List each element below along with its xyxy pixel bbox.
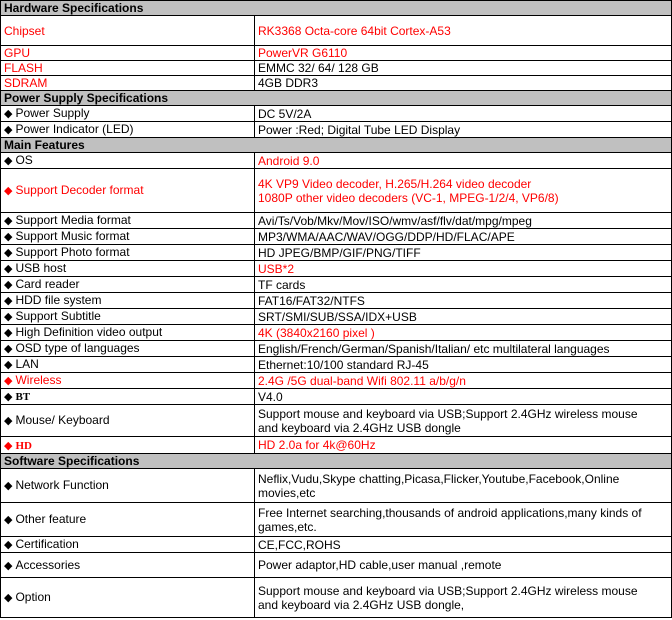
spec-value-mouse-keyboard — [255, 405, 672, 437]
spec-value-hd-output: 4K (3840x2160 pixel ) — [255, 325, 672, 341]
spec-value-bt: V4.0 — [255, 389, 672, 405]
value-line: Neflix,Vudu,Skype chatting,Picasa,Flicker,Youtube,Facebook,Online — [258, 471, 620, 486]
label-text: High Definition video output — [15, 325, 163, 339]
label-text: BT — [15, 391, 31, 403]
section-power-header: Power Supply Specifications — [1, 91, 672, 106]
diamond-bullet-icon: ◆ — [4, 359, 13, 371]
label-text: Support Music format — [15, 229, 130, 243]
diamond-bullet-icon: ◆ — [4, 439, 13, 452]
spec-label-photo-format — [1, 245, 255, 261]
spec-value-photo-format: HD JPEG/BMP/GIF/PNG/TIFF — [255, 245, 672, 261]
spec-value-power-supply: DC 5V/2A — [255, 106, 672, 122]
spec-label-certification — [1, 537, 255, 553]
value-line: Support mouse and keyboard via USB;Support 2.4GHz wireless mouse — [258, 583, 638, 598]
diamond-bullet-icon: ◆ — [4, 247, 13, 259]
label-text: Support Subtitle — [15, 309, 101, 323]
spec-value-power-indicator: Power :Red; Digital Tube LED Display — [255, 122, 672, 138]
spec-value-osd-languages: English/French/German/Spanish/Italian/ etc multilateral languages — [255, 341, 672, 357]
spec-value-music-format: MP3/WMA/AAC/WAV/OGG/DDP/HD/FLAC/APE — [255, 229, 672, 245]
spec-value-media-format: Avi/Ts/Vob/Mkv/Mov/ISO/wmv/asf/flv/dat/mpg/mpeg — [255, 213, 672, 229]
diamond-bullet-icon: ◆ — [4, 124, 13, 136]
spec-value-hd: HD 2.0a for 4k@60Hz — [255, 437, 672, 454]
diamond-bullet-icon: ◆ — [4, 415, 13, 427]
label-text: LAN — [15, 357, 39, 371]
spec-label-subtitle — [1, 309, 255, 325]
spec-label-wireless — [1, 373, 255, 389]
value-line: 1080P other video decoders (VC-1, MPEG-1/2/4, VP6/8) — [258, 190, 559, 205]
diamond-bullet-icon: ◆ — [4, 295, 13, 307]
section-hardware-header: Hardware Specifications — [1, 1, 672, 16]
value-line: and keyboard via 2.4GHz USB dongle — [258, 420, 461, 435]
spec-label-network-function — [1, 469, 255, 503]
label-text: Power Supply — [15, 106, 90, 120]
label-text: Certification — [15, 537, 79, 551]
label-text: Support Media format — [15, 213, 131, 227]
spec-value-card-reader: TF cards — [255, 277, 672, 293]
spec-value-option — [255, 578, 672, 618]
label-text: OS — [15, 153, 33, 167]
diamond-bullet-icon: ◆ — [4, 215, 13, 227]
spec-label-decoder — [1, 169, 255, 213]
label-text: USB host — [15, 261, 67, 275]
diamond-bullet-icon: ◆ — [4, 539, 13, 551]
spec-label-usb-host — [1, 261, 255, 277]
spec-value-other-feature — [255, 503, 672, 537]
label-text: Support Decoder format — [15, 183, 144, 197]
spec-label-hdd — [1, 293, 255, 309]
diamond-bullet-icon: ◆ — [4, 327, 13, 339]
spec-label-option — [1, 578, 255, 618]
spec-label-other-feature — [1, 503, 255, 537]
diamond-bullet-icon: ◆ — [4, 263, 13, 275]
spec-value-accessories: Power adaptor,HD cable,user manual ,remote — [255, 553, 672, 578]
diamond-bullet-icon: ◆ — [4, 375, 13, 387]
label-text: Mouse/ Keyboard — [15, 413, 110, 427]
spec-label-lan — [1, 357, 255, 373]
spec-value-hdd: FAT16/FAT32/NTFS — [255, 293, 672, 309]
spec-label-media-format — [1, 213, 255, 229]
spec-value-sdram: 4GB DDR3 — [255, 76, 672, 91]
spec-label-bt — [1, 389, 255, 405]
label-text: Support Photo format — [15, 245, 130, 259]
value-line: 4K VP9 Video decoder, H.265/H.264 video decoder — [258, 176, 532, 191]
spec-value-network-function — [255, 469, 672, 503]
value-line: games,etc. — [258, 519, 317, 534]
value-line: Free Internet searching,thousands of android applications,many kinds of — [258, 505, 642, 520]
section-main-header: Main Features — [1, 138, 672, 153]
diamond-bullet-icon: ◆ — [4, 155, 13, 167]
spec-label-power-indicator — [1, 122, 255, 138]
diamond-bullet-icon: ◆ — [4, 343, 13, 355]
label-text: Network Function — [15, 478, 109, 492]
spec-label-power-supply — [1, 106, 255, 122]
diamond-bullet-icon: ◆ — [4, 559, 13, 572]
diamond-bullet-icon: ◆ — [4, 480, 13, 492]
spec-value-chipset: RK3368 Octa-core 64bit Cortex-A53 — [255, 16, 672, 46]
diamond-bullet-icon: ◆ — [4, 311, 13, 323]
label-text: Card reader — [15, 277, 80, 291]
spec-value-usb-host: USB*2 — [255, 261, 672, 277]
diamond-bullet-icon: ◆ — [4, 592, 13, 604]
value-line: Support mouse and keyboard via USB;Support 2.4GHz wireless mouse — [258, 406, 638, 421]
value-line: movies,etc — [258, 485, 316, 500]
spec-label-gpu: GPU — [1, 46, 255, 61]
spec-label-accessories — [1, 553, 255, 578]
spec-value-gpu: PowerVR G6110 — [255, 46, 672, 61]
spec-value-os: Android 9.0 — [255, 153, 672, 169]
spec-value-decoder — [255, 169, 672, 213]
spec-value-flash: EMMC 32/ 64/ 128 GB — [255, 61, 672, 76]
diamond-bullet-icon: ◆ — [4, 514, 13, 526]
spec-label-chipset: Chipset — [1, 16, 255, 46]
spec-value-lan: Ethernet:10/100 standard RJ-45 — [255, 357, 672, 373]
spec-value-certification: CE,FCC,ROHS — [255, 537, 672, 553]
spec-value-subtitle: SRT/SMI/SUB/SSA/IDX+USB — [255, 309, 672, 325]
spec-label-sdram: SDRAM — [1, 76, 255, 91]
spec-label-osd-languages — [1, 341, 255, 357]
diamond-bullet-icon: ◆ — [4, 391, 13, 403]
diamond-bullet-icon: ◆ — [4, 108, 13, 120]
label-text: Accessories — [15, 557, 81, 572]
spec-label-hd-output — [1, 325, 255, 341]
diamond-bullet-icon: ◆ — [4, 279, 13, 291]
label-text: HD — [15, 439, 32, 452]
spec-label-music-format — [1, 229, 255, 245]
label-text: Other feature — [15, 512, 87, 526]
spec-label-mouse-keyboard — [1, 405, 255, 437]
spec-label-flash: FLASH — [1, 61, 255, 76]
spec-label-hd — [1, 437, 255, 454]
spec-value-wireless: 2.4G /5G dual-band Wifi 802.11 a/b/g/n — [255, 373, 672, 389]
spec-label-os — [1, 153, 255, 169]
label-text: Wireless — [15, 373, 62, 387]
diamond-bullet-icon: ◆ — [4, 231, 13, 243]
value-line: and keyboard via 2.4GHz USB dongle, — [258, 597, 465, 612]
section-software-header: Software Specifications — [1, 454, 672, 469]
label-text: OSD type of languages — [15, 341, 140, 355]
spec-label-card-reader — [1, 277, 255, 293]
diamond-bullet-icon: ◆ — [4, 185, 13, 197]
label-text: Option — [15, 590, 51, 604]
label-text: Power Indicator (LED) — [15, 122, 134, 136]
label-text: HDD file system — [15, 293, 102, 307]
